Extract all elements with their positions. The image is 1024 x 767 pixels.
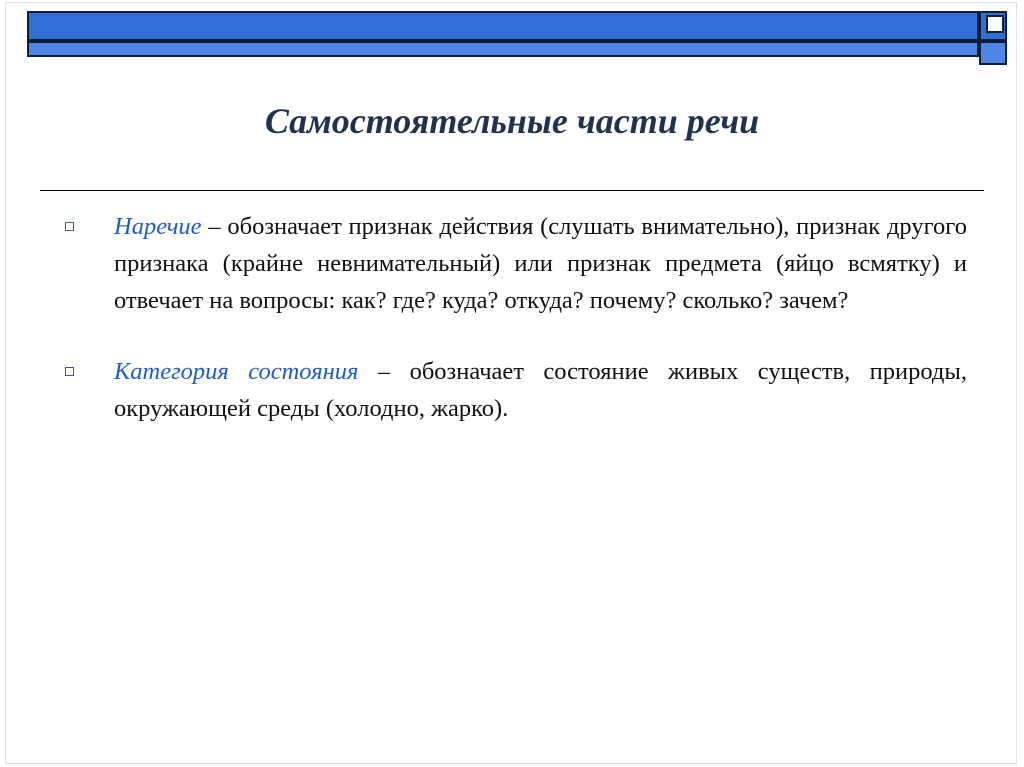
term-definition: – обозначает состояние живых существ, природы, окружающей среды (холодно, жарко). xyxy=(114,358,967,422)
slide-title: Самостоятельные части речи xyxy=(264,101,760,141)
list-item-text xyxy=(114,353,967,427)
term-label: Категория состояния xyxy=(114,358,359,385)
corner-square-icon xyxy=(986,15,1004,33)
header-bar-top xyxy=(27,11,979,41)
title-divider xyxy=(40,190,984,191)
square-bullet-icon xyxy=(65,367,74,376)
corner-block-bottom xyxy=(979,41,1007,65)
term-label: Наречие xyxy=(114,213,202,240)
corner-divider xyxy=(979,41,1007,43)
list-item-state-category xyxy=(55,353,967,427)
term-definition: – обозначает признак действия (слушать внимательно), признак другого признака (крайне невнимательный) или признак предмета (яйцо всмятку) и отвечает на вопросы: как? где? куда? откуда? почему? сколько? зачем? xyxy=(114,213,967,314)
header-bar-bottom xyxy=(27,41,979,57)
bullet-list xyxy=(55,208,967,461)
list-item-adverb xyxy=(55,208,967,319)
list-item-text xyxy=(114,208,967,319)
square-bullet-icon xyxy=(65,222,74,231)
